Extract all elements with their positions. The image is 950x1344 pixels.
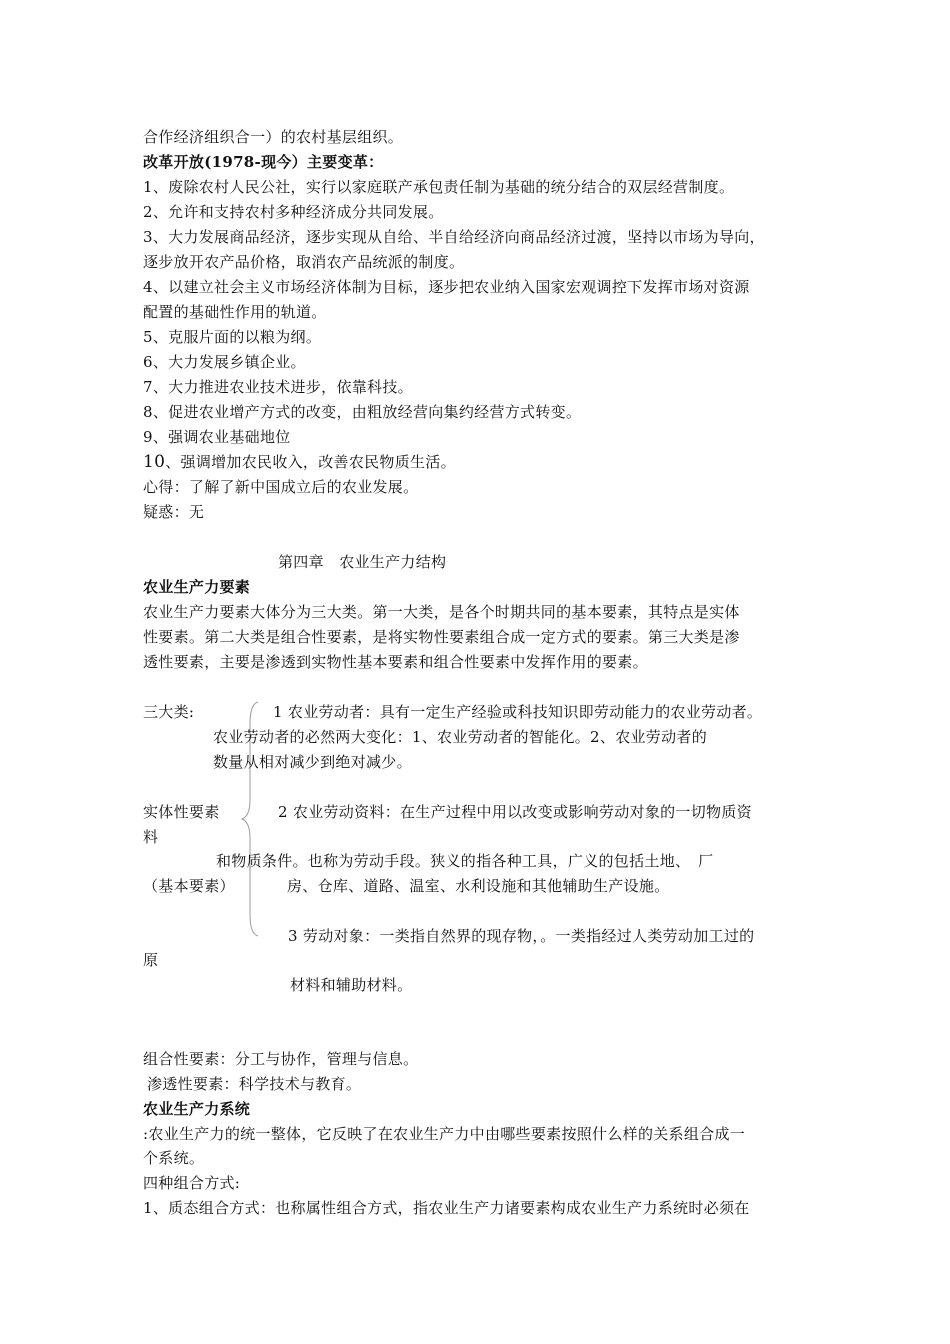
labor-line-3: 数量从相对减少到绝对减少。: [213, 753, 412, 771]
entity-element-label: 实体性要素: [143, 803, 220, 821]
way-1-line: 1、质态组合方式：也称属性组合方式，指农业生产力诸要素构成农业生产力系统时必须在: [143, 1199, 750, 1217]
continuation-line: 合作经济组织合一）的农村基层组织。: [143, 128, 404, 146]
reform-heading: 改革开放(1978-现今）主要变革：: [143, 153, 384, 171]
labor-line-1: 1 农业劳动者：具有一定生产经验或科技知识即劳动能力的农业劳动者。: [273, 703, 763, 721]
material-line-1-tail: 料: [143, 828, 159, 846]
reform-item-3: 3、大力发展商品经济，逐步实现从自给、半自给经济向商品经济过渡，坚持以市场为导向，: [143, 228, 765, 246]
reform-item-9: 9、强调农业基础地位: [143, 428, 291, 446]
system-line-2: 个系统。: [143, 1149, 205, 1167]
combination-element-line: 组合性要素：分工与协作，管理与信息。: [143, 1050, 419, 1068]
material-line-3: 房、仓库、道路、温室、水利设施和其他辅助生产设施。: [287, 877, 670, 895]
reform-item-1: 1、废除农村人民公社，实行以家庭联产承包责任制为基础的统分结合的双层经营制度。: [143, 178, 735, 196]
labor-line-2: 农业劳动者的必然两大变化：1、农业劳动者的智能化。2、农业劳动者的: [213, 728, 707, 746]
intro-line-2: 性要素。第二大类是组合性要素，是将实物性要素组合成一定方式的要素。第三大类是渗: [143, 628, 740, 646]
reform-item-10: [143, 450, 456, 474]
reform-item-4: 4、以建立社会主义市场经济体制为目标，逐步把农业纳入国家宏观调控下发挥市场对资源: [143, 278, 750, 296]
intro-line-3: 透性要素，主要是渗透到实物性基本要素和组合性要素中发挥作用的要素。: [143, 653, 648, 671]
reform-item-6: 6、大力发展乡镇企业。: [143, 353, 306, 371]
reform-item-8: 8、促进农业增产方式的改变，由粗放经营向集约经营方式转变。: [143, 403, 582, 421]
material-line-1: 2 农业劳动资料：在生产过程中用以改变或影响劳动对象的一切物质资: [278, 803, 752, 821]
item-10-text: 、强调增加农民收入，改善农民物质生活。: [165, 453, 456, 471]
basic-element-label: （基本要素）: [143, 877, 235, 895]
doubt-line: 疑惑：无: [143, 503, 205, 521]
object-line-1-tail: 原: [143, 951, 159, 969]
item-10-number: 10: [143, 452, 166, 472]
section-heading-elements: 农业生产力要素: [143, 578, 251, 596]
four-ways-line: 四种组合方式:: [143, 1174, 241, 1192]
reform-item-4-cont: 配置的基础性作用的轨道。: [143, 303, 327, 321]
intro-line-1: 农业生产力要素大体分为三大类。第一大类，是各个时期共同的基本要素，其特点是实体: [143, 603, 740, 621]
three-categories-label: 三大类:: [143, 703, 195, 721]
object-line-1: 3 劳动对象：一类指自然界的现存物，。一类指经过人类劳动加工过的: [288, 927, 755, 945]
reform-item-5: 5、克服片面的以粮为纲。: [143, 328, 322, 346]
insight-line: 心得：了解了新中国成立后的农业发展。: [143, 478, 419, 496]
material-line-2: 和物质条件。也称为劳动手段。狭义的指各种工具，广义的包括土地、 厂: [216, 852, 714, 870]
section-heading-system: 农业生产力系统: [143, 1100, 251, 1118]
reform-item-7: 7、大力推进农业技术进步，依靠科技。: [143, 378, 413, 396]
object-line-2: 材料和辅助材料。: [290, 976, 413, 994]
system-line-1: :农业生产力的统一整体，它反映了在农业生产力中由哪些要素按照什么样的关系组合成一: [143, 1125, 746, 1143]
permeation-element-line: 渗透性要素：科学技术与教育。: [147, 1075, 362, 1093]
reform-item-2: 2、允许和支持农村多种经济成分共同发展。: [143, 203, 444, 221]
chapter-title: 第四章 农业生产力结构: [278, 553, 447, 571]
reform-item-3-cont: 逐步放开农产品价格，取消农产品统派的制度。: [143, 253, 465, 271]
